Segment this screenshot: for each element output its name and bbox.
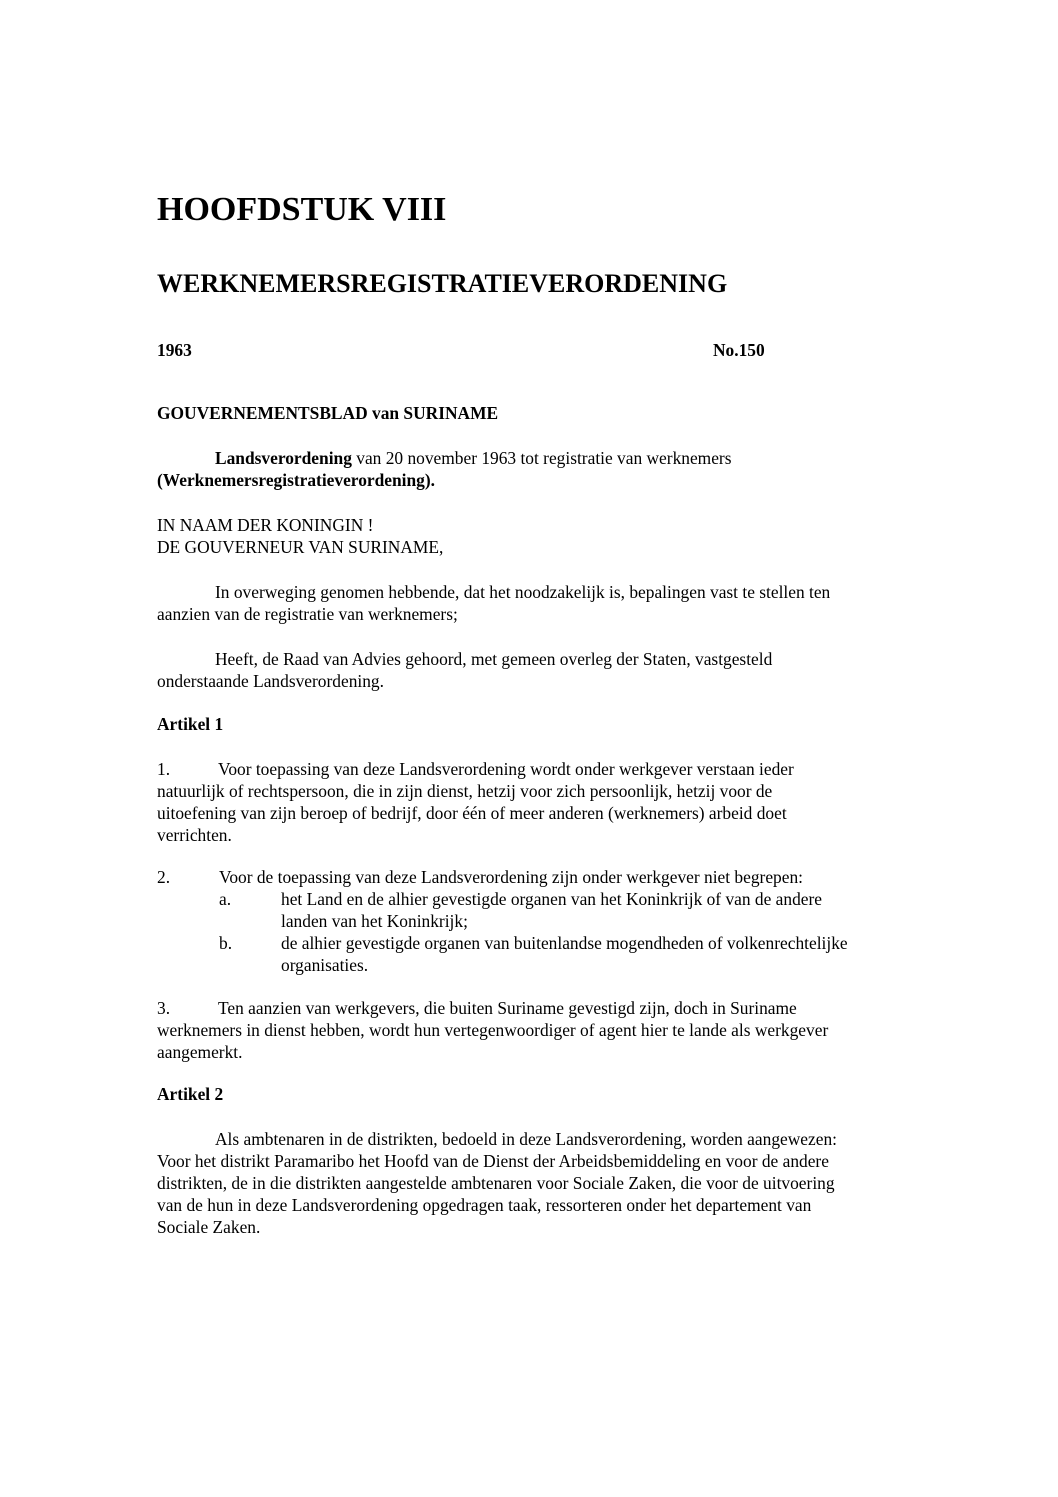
artikel-2-line-4: van de hun in deze Landsverordening opgedragen taak, ressorteren onder het departement van — [157, 1195, 812, 1215]
artikel-1-lid-1 — [157, 758, 794, 846]
chapter-heading: HOOFDSTUK VIII — [157, 191, 447, 228]
enactment-paragraph — [157, 648, 772, 692]
gazette-title: GOUVERNEMENTSBLAD van SURINAME — [157, 403, 499, 423]
description-bold-term: Landsverordening — [215, 448, 352, 468]
artikel-1-lid-1-number: 1. — [157, 759, 171, 779]
artikel-2-heading: Artikel 2 — [157, 1084, 224, 1104]
lid-3-line-3: aangemerkt. — [157, 1042, 243, 1062]
artikel-1-lid-3-number: 3. — [157, 998, 171, 1018]
artikel-1-lid-3 — [157, 997, 828, 1063]
artikel-2-line-3: distrikten, de in die distrikten aangestelde ambtenaren voor Sociale Zaken, die voor de uitvoering — [157, 1173, 835, 1193]
address-line-1: IN NAAM DER KONINGIN ! — [157, 515, 374, 535]
ordinance-description — [157, 447, 732, 491]
artikel-1-lid-2-number: 2. — [157, 867, 171, 887]
artikel-2-line-1: Als ambtenaren in de distrikten, bedoeld in deze Landsverordening, worden aangewezen: — [215, 1129, 837, 1149]
publication-year: 1963 — [157, 340, 192, 360]
lid-2-item-a-label: a. — [219, 889, 232, 909]
description-line-2: (Werknemersregistratieverordening). — [157, 470, 436, 490]
lid-3-line-1: Ten aanzien van werkgevers, die buiten Suriname gevestigd zijn, doch in Suriname — [218, 998, 797, 1018]
item-a-line-1: het Land en de alhier gevestigde organen van het Koninkrijk of van de andere — [281, 889, 823, 909]
publication-number: No.150 — [713, 340, 765, 360]
lid-2-item-b-label: b. — [219, 933, 233, 953]
artikel-1-lid-2-intro: Voor de toepassing van deze Landsverordening zijn onder werkgever niet begrepen: — [219, 867, 803, 887]
lid-1-line-4: verrichten. — [157, 825, 232, 845]
royal-address — [157, 514, 443, 558]
item-b-line-2: organisaties. — [281, 955, 369, 975]
consideration-line-2: aanzien van de registratie van werknemers; — [157, 604, 458, 624]
description-rest: van 20 november 1963 tot registratie van werknemers — [351, 448, 732, 468]
lid-3-line-2: werknemers in dienst hebben, wordt hun vertegenwoordiger of agent hier te lande als werkgever — [157, 1020, 829, 1040]
consideration-line-1: In overweging genomen hebbende, dat het noodzakelijk is, bepalingen vast te stellen ten — [215, 582, 831, 602]
lid-2-item-a — [281, 888, 822, 932]
address-line-2: DE GOUVERNEUR VAN SURINAME, — [157, 537, 444, 557]
lid-1-line-2: natuurlijk of rechtspersoon, die in zijn dienst, hetzij voor zich persoonlijk, hetzij voor de — [157, 781, 773, 801]
artikel-2-line-5: Sociale Zaken. — [157, 1217, 261, 1237]
lid-1-line-3: uitoefening van zijn beroep of bedrijf, door één of meer anderen (werknemers) arbeid doet — [157, 803, 787, 823]
ordinance-title: WERKNEMERSREGISTRATIEVERORDENING — [157, 269, 728, 298]
consideration-paragraph — [157, 581, 830, 625]
artikel-1-heading: Artikel 1 — [157, 714, 224, 734]
item-a-line-2: landen van het Koninkrijk; — [281, 911, 468, 931]
artikel-2-line-2: Voor het distrikt Paramaribo het Hoofd van de Dienst der Arbeidsbemiddeling en voor de andere — [157, 1151, 829, 1171]
lid-2-item-b — [281, 932, 848, 976]
item-b-line-1: de alhier gevestigde organen van buitenlandse mogendheden of volkenrechtelijke — [281, 933, 848, 953]
artikel-2-body — [157, 1128, 837, 1238]
enactment-line-2: onderstaande Landsverordening. — [157, 671, 384, 691]
enactment-line-1: Heeft, de Raad van Advies gehoord, met gemeen overleg der Staten, vastgesteld — [215, 649, 773, 669]
lid-1-line-1: Voor toepassing van deze Landsverordening wordt onder werkgever verstaan ieder — [218, 759, 794, 779]
description-line-1 — [157, 447, 732, 469]
